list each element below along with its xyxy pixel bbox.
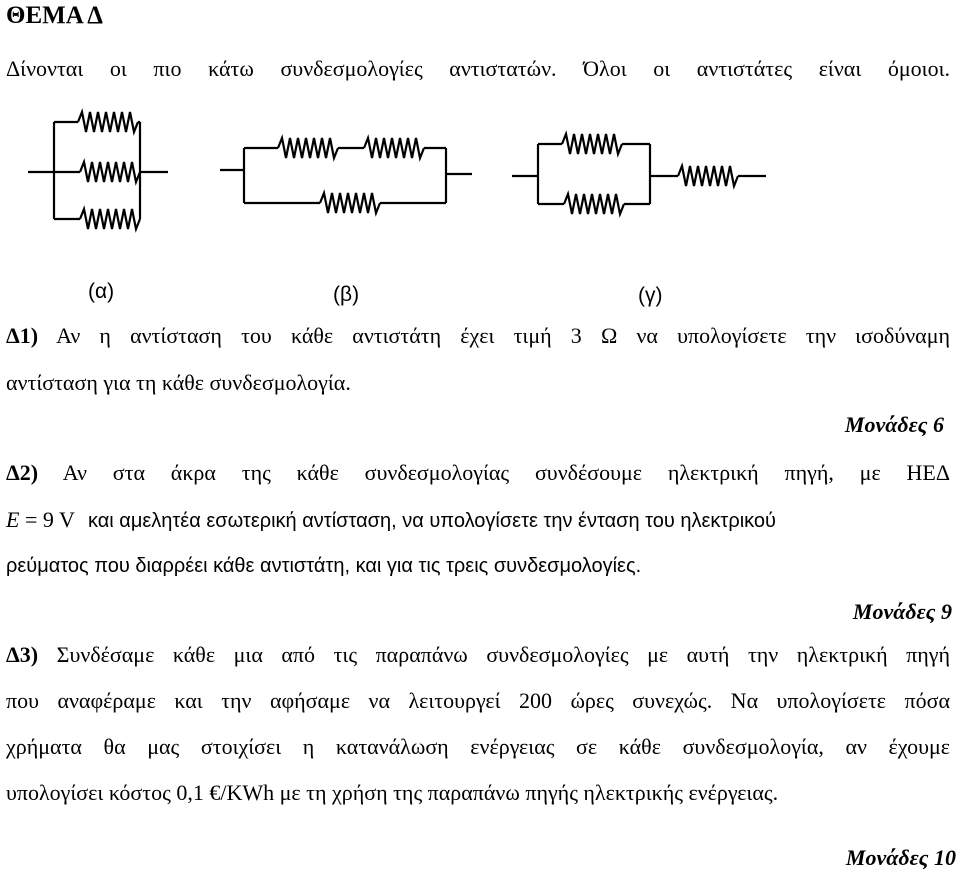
circuit-b bbox=[220, 138, 472, 213]
resistor bbox=[278, 138, 338, 158]
question-d3-line2: που αναφέραμε και την αφήσαμε να λειτουργεί 200 ώρες συνεχώς. Να υπολογίσετε πόσα bbox=[6, 688, 950, 713]
question-d2-line2 bbox=[6, 507, 950, 534]
question-d3-marks: Μονάδες 10 bbox=[845, 845, 956, 870]
question-d3-label: Δ3) bbox=[6, 642, 39, 667]
resistor bbox=[80, 162, 140, 182]
resistor bbox=[564, 194, 624, 214]
resistor bbox=[678, 166, 738, 186]
circuit-c bbox=[512, 134, 766, 214]
resistor-circuits-figure bbox=[0, 100, 960, 250]
resistor bbox=[320, 193, 380, 213]
emf-value: = 9 V bbox=[19, 507, 75, 532]
question-d3-line1 bbox=[6, 642, 950, 668]
intro-text: Δίνονται οι πιο κάτω συνδεσμολογίες αντιστατών. Όλοι οι αντιστάτες είναι όμοιοι. bbox=[6, 56, 950, 81]
question-d1-line2: αντίσταση για τη κάθε συνδεσμολογία. bbox=[6, 370, 351, 395]
resistor bbox=[80, 209, 140, 229]
emf-symbol: E bbox=[6, 507, 20, 532]
question-d2-label: Δ2) bbox=[6, 460, 39, 485]
question-d2-marks: Μονάδες 9 bbox=[852, 599, 952, 624]
question-d3-text: Συνδέσαμε κάθε μια από τις παραπάνω συνδεσμολογίες με αυτή την ηλεκτρική πηγή bbox=[38, 642, 950, 667]
question-d1-line1 bbox=[6, 323, 950, 349]
question-d2-text: Αν στα άκρα της κάθε συνδεσμολογίας συνδέσουμε ηλεκτρική πηγή, με ΗΕΔ bbox=[38, 460, 950, 485]
question-d1-label: Δ1) bbox=[6, 323, 39, 348]
caption-a: (α) bbox=[88, 280, 115, 303]
question-d3-line4: υπολογίσει κόστος 0,1 €/KWh με τη χρήση της παραπάνω πηγής ηλεκτρικής ενέργειας. bbox=[6, 780, 779, 805]
question-d1-text: Αν η αντίσταση του κάθε αντιστάτη έχει τιμή 3 Ω να υπολογίσετε την ισοδύναμη bbox=[38, 323, 950, 348]
resistor bbox=[562, 134, 622, 154]
question-d2-line3: ρεύματος που διαρρέει κάθε αντιστάτη, και για τις τρεις συνδεσμολογίες. bbox=[6, 555, 642, 577]
caption-c: (γ) bbox=[638, 284, 663, 307]
question-d3-line3: χρήματα θα μας στοιχίσει η κατανάλωση ενέργειας σε κάθε συνδεσμολογία, αν έχουμε bbox=[6, 734, 950, 759]
question-d2-text2: και αμελητέα εσωτερική αντίσταση, να υπολογίσετε την ένταση του ηλεκτρικού bbox=[87, 510, 776, 532]
resistor bbox=[78, 112, 138, 132]
circuit-a bbox=[28, 112, 168, 229]
caption-b: (β) bbox=[333, 283, 360, 306]
resistor bbox=[364, 138, 424, 158]
section-title: ΘΕΜΑ Δ bbox=[6, 2, 103, 29]
question-d1-marks: Μονάδες 6 bbox=[844, 412, 944, 437]
question-d2-line1 bbox=[6, 460, 950, 486]
